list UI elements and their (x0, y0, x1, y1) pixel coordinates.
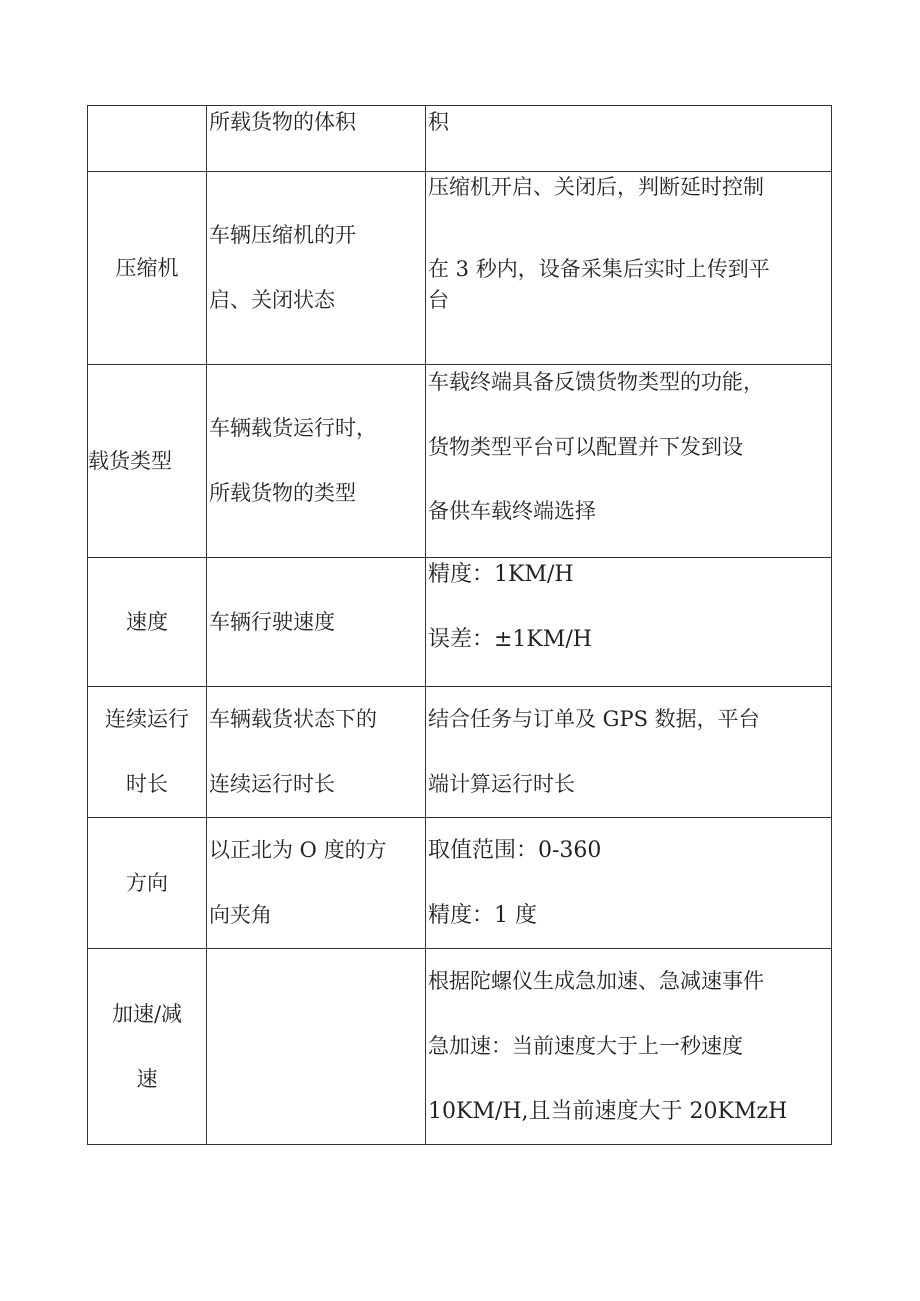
field-description-cell (207, 558, 426, 687)
field-requirement-cell (426, 172, 832, 365)
field-name-line: 速度 (126, 609, 168, 634)
field-requirement-cell (426, 365, 832, 558)
field-requirement-cell (426, 106, 832, 172)
field-name-line: 方向 (126, 870, 168, 895)
table-row (88, 558, 832, 687)
field-requirement-cell (426, 949, 832, 1145)
field-requirement-line: 车载终端具备反馈货物类型的功能， (428, 370, 764, 394)
field-requirement-line: 精度：1KM/H (428, 562, 574, 587)
field-requirement-line: 精度：1 度 (428, 903, 537, 928)
field-name-line: 时长 (126, 772, 168, 796)
field-requirement-cell (426, 818, 832, 949)
field-name-line: 连续运行 (105, 707, 189, 731)
field-description-cell (207, 365, 426, 558)
field-description-line: 车辆载货状态下的 (209, 707, 377, 731)
field-requirement-line: 结合任务与订单及 GPS 数据，平台 (428, 707, 760, 731)
field-name-cell (88, 172, 207, 365)
field-requirement-line: 压缩机开启、关闭后，判断延时控制 (428, 175, 764, 199)
field-description-cell (207, 106, 426, 172)
field-requirement-line: 端计算运行时长 (428, 772, 575, 796)
field-description-line: 向夹角 (209, 903, 272, 927)
field-requirement-line: 误差：±1KM/H (428, 627, 592, 652)
field-requirement-line: 货物类型平台可以配置并下发到设 (428, 435, 743, 459)
table-row (88, 687, 832, 818)
field-description-line: 所载货物的类型 (209, 481, 356, 505)
field-description-line: 所载货物的体积 (209, 110, 356, 134)
table-row (88, 818, 832, 949)
field-description-line: 车辆行驶速度 (209, 609, 335, 634)
field-description-cell (207, 172, 426, 365)
field-name-cell (88, 949, 207, 1145)
field-description-cell (207, 949, 426, 1145)
field-name-cell (88, 558, 207, 687)
field-requirement-line: 10KM/H,且当前速度大于 20KMzH (428, 1099, 788, 1124)
field-name-line: 加速/减 (111, 1001, 183, 1026)
field-name-cell (88, 365, 207, 558)
field-name-cell (88, 818, 207, 949)
field-requirement-line: 积 (428, 110, 449, 134)
field-description-cell (207, 687, 426, 818)
field-description-line: 启、关闭状态 (209, 288, 335, 312)
field-requirement-line: 台 (428, 288, 449, 312)
field-requirement-line: 在 3 秒内，设备采集后实时上传到平 (428, 257, 770, 281)
field-name-cell (88, 106, 207, 172)
field-requirement-cell (426, 558, 832, 687)
field-description-line: 车辆载货运行时， (209, 416, 377, 440)
vehicle-data-spec-table (87, 105, 832, 1145)
field-name-line: 压缩机 (115, 255, 179, 280)
field-requirement-line: 备供车载终端选择 (428, 499, 596, 523)
field-requirement-line: 根据陀螺仪生成急加速、急减速事件 (428, 969, 764, 993)
field-name-line: 速 (136, 1066, 158, 1091)
table-row (88, 106, 832, 172)
field-name-line: 载货类型 (88, 448, 172, 473)
table-row (88, 172, 832, 365)
field-requirement-line: 取值范围：0-360 (428, 838, 602, 863)
table-row (88, 365, 832, 558)
field-name-cell (88, 687, 207, 818)
field-requirement-line: 急加速：当前速度大于上一秒速度 (428, 1034, 743, 1058)
field-description-line: 连续运行时长 (209, 772, 335, 796)
field-description-line: 车辆压缩机的开 (209, 223, 356, 247)
table-row (88, 949, 832, 1145)
field-description-cell (207, 818, 426, 949)
field-requirement-cell (426, 687, 832, 818)
field-description-line: 以正北为 O 度的方 (209, 838, 387, 862)
